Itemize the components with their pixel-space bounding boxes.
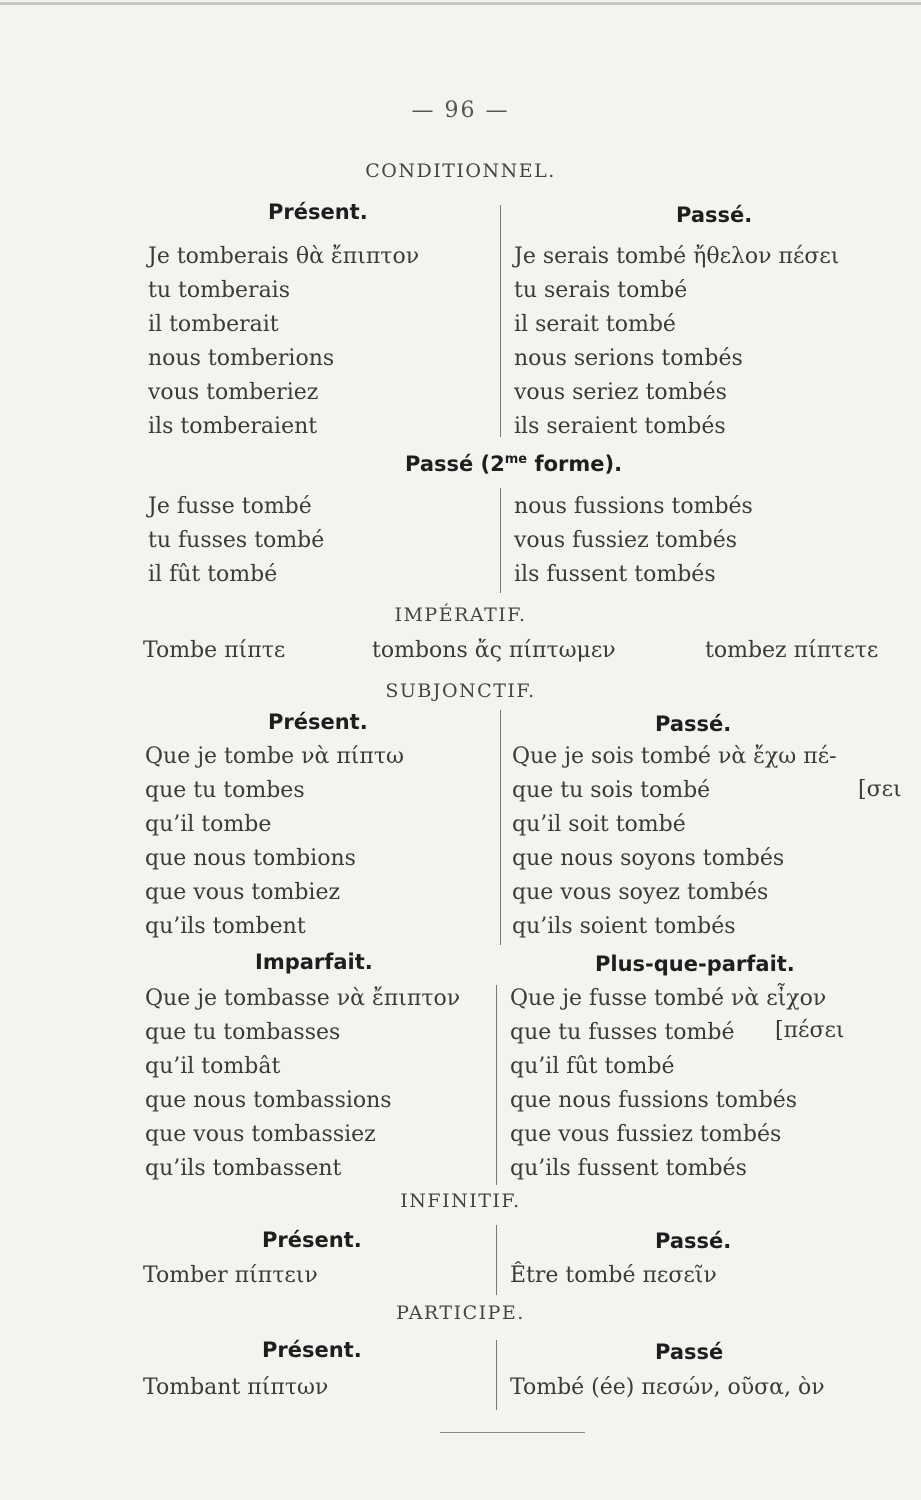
section-heading-participe: PARTICIPE.: [396, 1302, 525, 1324]
conjugation-line: que tu tombes: [145, 778, 305, 803]
page-number: — 96 —: [411, 98, 510, 123]
conjugation-line: que vous soyez tombés: [512, 880, 769, 905]
subjonctif-plusqueparfait-label: Plus-que-parfait.: [595, 952, 795, 976]
conjugation-line: Que je fusse tombé νὰ εἶχον: [510, 986, 827, 1011]
column-divider: [500, 488, 501, 593]
conjugation-line: vous seriez tombés: [514, 380, 727, 405]
conjugation-line: que tu tombasses: [145, 1020, 341, 1045]
conditionnel-passe-list: [514, 240, 839, 444]
conjugation-line: Je serais tombé ἤθελον πέσει: [514, 244, 840, 269]
conjugation-line: il tomberait: [148, 312, 279, 337]
column-divider: [496, 1340, 497, 1410]
conjugation-line: qu’il fût tombé: [510, 1054, 675, 1079]
imperatif-form: tombons ἄς πίπτωμεν: [372, 638, 616, 663]
subjonctif-imparfait-label: Imparfait.: [255, 950, 373, 974]
conjugation-line: Que je tombe νὰ πίπτω: [145, 744, 404, 769]
conjugation-line: qu’il tombât: [145, 1054, 281, 1079]
conjugation-line: que vous tombiez: [145, 880, 341, 905]
imperatif-form: Tombe πίπτε: [143, 638, 286, 663]
section-heading-infinitif: INFINITIF.: [400, 1190, 521, 1212]
conjugation-line: nous fussions tombés: [514, 494, 753, 519]
conjugation-line: vous fussiez tombés: [514, 528, 737, 553]
conjugation-line: Que je tombasse νὰ ἔπιπτον: [145, 986, 461, 1011]
conditionnel-present-label: Présent.: [268, 200, 368, 224]
section-heading-conditionnel: CONDITIONNEL.: [365, 160, 556, 182]
subjonctif-imparfait-list: [145, 982, 460, 1186]
conjugation-line: il fût tombé: [148, 562, 278, 587]
conjugation-line: qu’il tombe: [145, 812, 272, 837]
column-divider: [496, 985, 497, 1185]
participe-passe-form: Tombé (ée) πεσών, οῦσα, ὸν: [510, 1375, 825, 1400]
subjonctif-present-list: [145, 740, 404, 944]
conjugation-line: que tu sois tombé: [512, 778, 711, 803]
infinitif-passe-label: Passé.: [655, 1229, 732, 1253]
column-divider: [500, 205, 501, 437]
infinitif-present-form: Tomber πίπτειν: [143, 1263, 318, 1288]
conjugation-line: que tu fusses tombé: [510, 1020, 735, 1045]
conjugation-line: ils tomberaient: [148, 414, 318, 439]
conjugation-line: que nous tombions: [145, 846, 356, 871]
conjugation-line: Je tomberais θὰ ἔπιπτον: [148, 244, 420, 269]
participe-present-label: Présent.: [262, 1338, 362, 1362]
conjugation-line: qu’ils tombent: [145, 914, 306, 939]
infinitif-present-label: Présent.: [262, 1228, 362, 1252]
conjugation-line: nous tomberions: [148, 346, 335, 371]
conjugation-line: que nous fussions tombés: [510, 1088, 798, 1113]
conditionnel-present-list: [148, 240, 419, 444]
conjugation-line: que vous tombassiez: [145, 1122, 376, 1147]
section-heading-subjonctif: SUBJONCTIF.: [385, 680, 536, 702]
subjonctif-passe-label: Passé.: [655, 712, 732, 736]
conditionnel-passe2-label: Passé ($2^{me}$ forme).: [405, 452, 623, 476]
conjugation-line: qu’ils fussent tombés: [510, 1156, 747, 1181]
column-divider: [496, 1225, 497, 1295]
conjugation-line: Je fusse tombé: [148, 494, 312, 519]
conjugation-line: que vous fussiez tombés: [510, 1122, 782, 1147]
conditionnel-passe-label: Passé.: [676, 203, 753, 227]
conjugation-line: que nous soyons tombés: [512, 846, 785, 871]
subjonctif-passe-list: [512, 740, 837, 944]
hyphenation-continuation: [σει: [858, 777, 902, 802]
conjugation-line: qu’il soit tombé: [512, 812, 686, 837]
conjugation-line: qu’ils tombassent: [145, 1156, 342, 1181]
conditionnel-passe2-right: [514, 490, 753, 592]
conjugation-line: nous serions tombés: [514, 346, 743, 371]
subjonctif-plusqueparfait-list: [510, 982, 826, 1186]
participe-passe-label: Passé: [655, 1340, 724, 1364]
conjugation-line: il serait tombé: [514, 312, 676, 337]
page-edge: [0, 2, 921, 5]
conjugation-line: tu fusses tombé: [148, 528, 325, 553]
conjugation-line: tu tomberais: [148, 278, 291, 303]
infinitif-passe-form: Être tombé πεσεῖν: [510, 1263, 717, 1288]
footer-rule: [440, 1432, 585, 1433]
section-heading-imperatif: IMPÉRATIF.: [394, 604, 527, 626]
conjugation-line: Que je sois tombé νὰ ἔχω πέ-: [512, 744, 837, 769]
column-divider: [500, 710, 501, 945]
conjugation-line: ils fussent tombés: [514, 562, 716, 587]
conjugation-line: qu’ils soient tombés: [512, 914, 736, 939]
conjugation-line: ils seraient tombés: [514, 414, 726, 439]
conjugation-line: tu serais tombé: [514, 278, 688, 303]
conjugation-line: vous tomberiez: [148, 380, 319, 405]
conditionnel-passe2-left: [148, 490, 324, 592]
conjugation-line: que nous tombassions: [145, 1088, 392, 1113]
participe-present-form: Tombant πίπτων: [143, 1375, 329, 1400]
hyphenation-continuation: [πέσει: [775, 1018, 845, 1043]
imperatif-form: tombez πίπτετε: [705, 638, 879, 663]
subjonctif-present-label: Présent.: [268, 710, 368, 734]
